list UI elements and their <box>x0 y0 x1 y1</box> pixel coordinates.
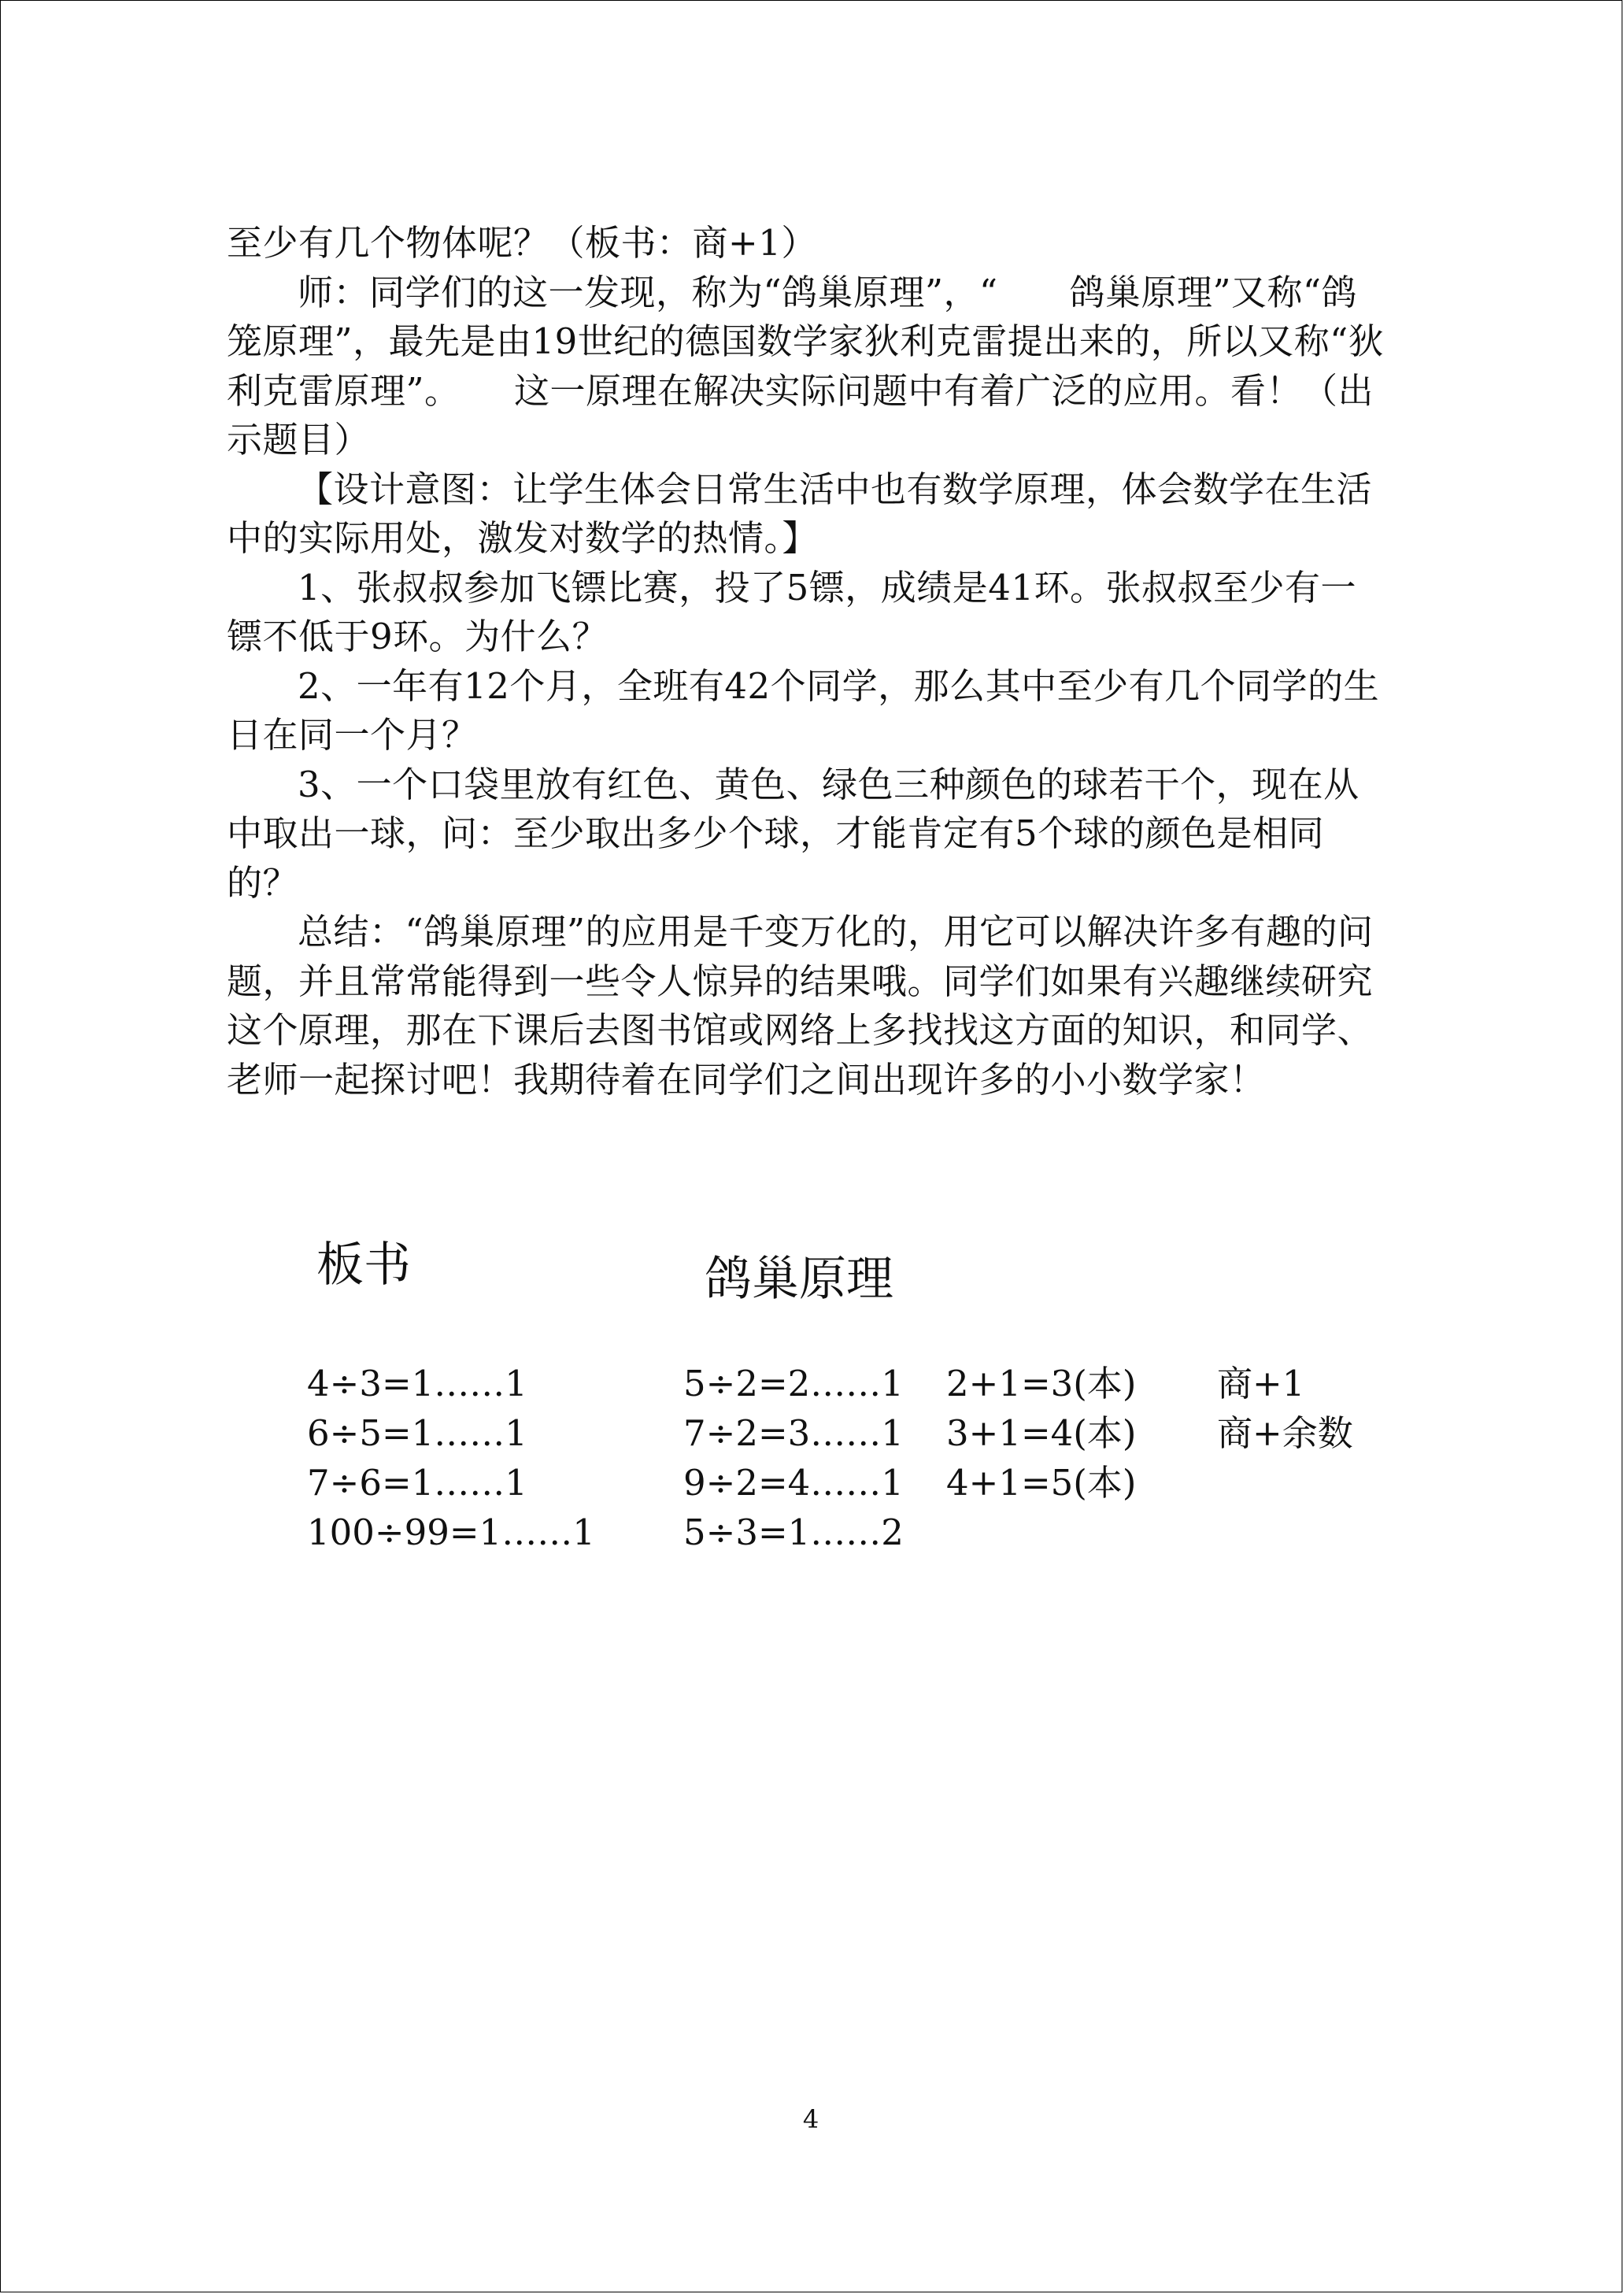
paragraph-problem-2: 2、一年有12个月，全班有42个同学，那么其中至少有几个同学的生日在同一个月？ <box>227 664 1380 756</box>
board-equation: 7÷6=1……1 <box>307 1462 527 1504</box>
paragraph-design-intent: 【设计意图：让学生体会日常生活中也有数学原理，体会数学在生活中的实际用处，激发对数学的热情。】 <box>227 468 1373 559</box>
board-equation: 3+1=4(本) <box>946 1412 1137 1454</box>
paragraph-summary: 总结：“鸽巢原理”的应用是千变万化的，用它可以解决许多有趣的问题，并且常常能得到一些令人惊异的结果哦。同学们如果有兴趣继续研究这个原理，那在下课后去图书馆或网络上多找找这方面的知识，和同学、老师一起探讨吧！我期待着在同学们之间出现许多的小小数学家！ <box>227 911 1374 1101</box>
page-number: 4 <box>802 2104 819 2134</box>
board-rule: 商+余数 <box>1217 1412 1353 1454</box>
lesson-text <box>227 219 1392 1104</box>
board-equation: 5÷3=1……2 <box>683 1511 904 1553</box>
paragraph-continuation: 至少有几个物体呢？（板书：商+1） <box>227 222 817 264</box>
board-title: 鸽巢原理 <box>705 1252 893 1307</box>
board-equation: 9÷2=4……1 <box>683 1462 904 1504</box>
board-equation: 6÷5=1……1 <box>307 1412 527 1454</box>
board-equation: 2+1=3(本) <box>946 1363 1137 1404</box>
board-equation: 5÷2=2……1 <box>683 1363 904 1404</box>
board-equation: 7÷2=3……1 <box>683 1412 904 1454</box>
paragraph-teacher-explanation: 师：同学们的这一发现，称为“鸽巢原理”，“ 鸽巢原理”又称“鸽笼原理”，最先是由19世纪的德国数学家狄利克雷提出来的，所以又称“狄利克雷原理”。 这一原理在解决实际问题中有着广泛的应用。看！（出示题目） <box>227 271 1385 461</box>
board-equation: 100÷99=1……1 <box>307 1511 595 1553</box>
paragraph-problem-1: 1、张叔叔参加飞镖比赛，投了5镖，成绩是41环。张叔叔至少有一镖不低于9环。为什么？ <box>227 566 1357 657</box>
board-label: 板书 <box>316 1238 411 1293</box>
board-equation: 4÷3=1……1 <box>307 1363 527 1404</box>
board-equation: 4+1=5(本) <box>946 1462 1137 1504</box>
paragraph-problem-3: 3、一个口袋里放有红色、黄色、绿色三种颜色的球若干个，现在从中取出一球，问：至少取出多少个球，才能肯定有5个球的颜色是相同的？ <box>227 763 1359 904</box>
board-rule: 商+1 <box>1217 1363 1305 1404</box>
